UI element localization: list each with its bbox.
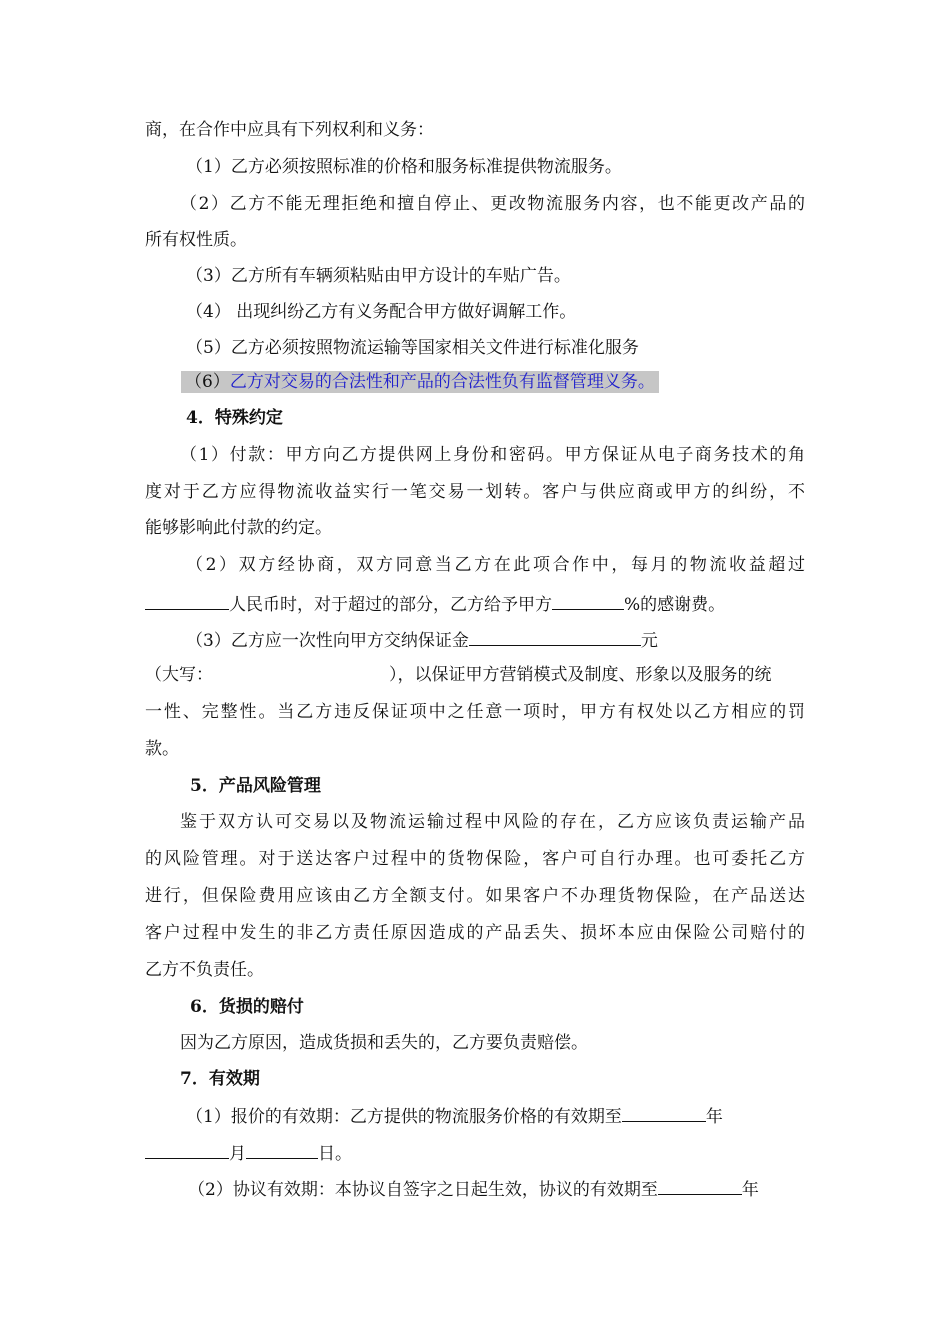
blank-field[interactable] <box>469 627 641 646</box>
inline-text: 年 <box>741 1180 759 1200</box>
inline-text: 元 <box>640 631 658 651</box>
blank-field[interactable] <box>622 1103 706 1122</box>
paragraph-line: 能够影响此付款的约定。 <box>145 518 332 538</box>
highlight-prefix: （6） <box>185 372 230 392</box>
blank-field[interactable] <box>145 591 229 610</box>
fill-in-line <box>145 1140 950 1166</box>
inline-text: 月 <box>229 1144 246 1164</box>
section-heading: 6．货损的赔付 <box>190 997 304 1017</box>
inline-text: 人民币时，对于超过的部分，乙方给予甲方 <box>229 595 552 615</box>
inline-text: 年 <box>705 1107 723 1127</box>
paragraph-line: （4） 出现纠纷乙方有义务配合甲方做好调解工作。 <box>186 302 577 322</box>
paragraph-line: （1）乙方必须按照标准的价格和服务标准提供物流服务。 <box>186 157 622 177</box>
paragraph-line: 所有权性质。 <box>145 230 247 250</box>
blank-field[interactable] <box>552 591 624 610</box>
fill-in-line <box>188 1176 950 1202</box>
paragraph-line: 因为乙方原因，造成货损和丢失的，乙方要负责赔偿。 <box>180 1033 588 1053</box>
highlighted-line <box>181 370 950 394</box>
inline-text: （2）协议有效期：本协议自签字之日起生效，协议的有效期至 <box>188 1180 658 1200</box>
section-heading: 5．产品风险管理 <box>190 776 321 796</box>
section-heading: 7．有效期 <box>180 1069 260 1089</box>
blank-field[interactable] <box>246 1140 318 1159</box>
paragraph-line: 款。 <box>145 739 179 759</box>
paragraph-line: （2）双方经协商，双方同意当乙方在此项合作中，每月的物流收益超过 <box>186 555 805 575</box>
text-highlight <box>181 371 659 393</box>
inline-text: （1）报价的有效期：乙方提供的物流服务价格的有效期至 <box>186 1107 622 1127</box>
fill-in-line <box>145 591 950 617</box>
inline-text: ），以保证甲方营销模式及制度、形象以及服务的统 <box>389 665 772 685</box>
paragraph-line: （5）乙方必须按照物流运输等国家相关文件进行标准化服务 <box>186 338 639 358</box>
paragraph-line: 进行，但保险费用应该由乙方全额支付。如果客户不办理货物保险，在产品送达 <box>145 886 805 906</box>
fill-in-line <box>186 1103 950 1129</box>
inline-text: %的感谢费。 <box>624 595 726 615</box>
highlight-text: 乙方对交易的合法性和产品的合法性负有监督管理义务。 <box>229 372 655 392</box>
paragraph-line: 的风险管理。对于送达客户过程中的货物保险，客户可自行办理。也可委托乙方 <box>145 849 805 869</box>
fill-in-line <box>186 627 950 653</box>
paragraph-line: （1）付款：甲方向乙方提供网上身份和密码。甲方保证从电子商务技术的角 <box>180 445 805 465</box>
section-heading: 4．特殊约定 <box>186 408 283 428</box>
paragraph-line: 一性、完整性。当乙方违反保证项中之任意一项时，甲方有权处以乙方相应的罚 <box>145 702 805 722</box>
paragraph-line: 度对于乙方应得物流收益实行一笔交易一划转。客户与供应商或甲方的纠纷，不 <box>145 482 805 502</box>
inline-text: 日。 <box>318 1144 352 1164</box>
inline-text: （大写： <box>145 665 213 685</box>
blank-field[interactable] <box>145 1140 229 1159</box>
inline-text: （3）乙方应一次性向甲方交纳保证金 <box>186 631 469 651</box>
paragraph-line: （3）乙方所有车辆须粘贴由甲方设计的车贴广告。 <box>186 266 571 286</box>
paragraph-line: 乙方不负责任。 <box>145 960 264 980</box>
paragraph-line: （2）乙方不能无理拒绝和擅自停止、更改物流服务内容，也不能更改产品的 <box>180 194 805 214</box>
blank-field[interactable] <box>658 1176 742 1195</box>
paragraph-line: 鉴于双方认可交易以及物流运输过程中风险的存在，乙方应该负责运输产品 <box>180 812 805 832</box>
paragraph-line: 客户过程中发生的非乙方责任原因造成的产品丢失、损坏本应由保险公司赔付的 <box>145 923 805 943</box>
fill-in-line <box>145 663 950 687</box>
paragraph-line: 商，在合作中应具有下列权利和义务： <box>145 120 434 140</box>
